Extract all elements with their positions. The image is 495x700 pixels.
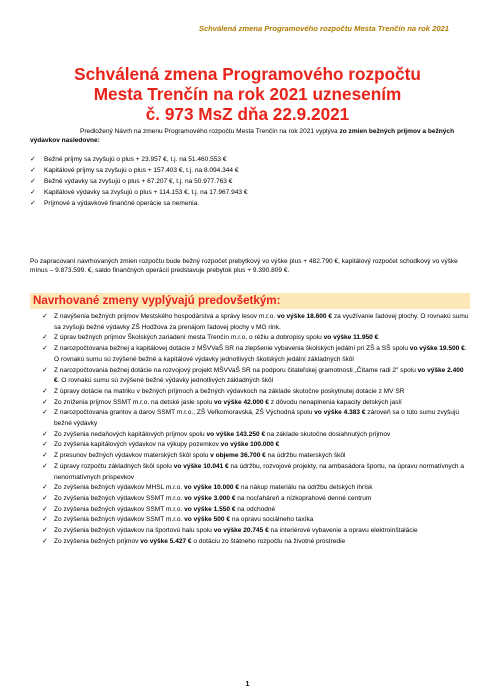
change-amount: vo výške 10.041 €	[173, 462, 229, 470]
change-item	[30, 494, 470, 505]
change-text: za využívanie ľadovej plochy. O rovnakú sumu sa zvyšujú bežné výdavky ZŠ Hodžova za prenájom ľadovej plochy v MG rink.	[54, 313, 469, 331]
check-icon: ✓	[42, 537, 48, 545]
check-icon: ✓	[42, 484, 48, 492]
change-item	[30, 462, 470, 483]
change-item	[30, 333, 470, 344]
page-number: 1	[245, 681, 250, 688]
change-text: na údržbu materských škôl	[265, 452, 346, 460]
change-amount: vo výške 42.000 €	[213, 398, 269, 406]
change-item	[30, 515, 470, 526]
change-text: na nocľaháreň a nízkoprahové denné centrum	[235, 494, 372, 502]
change-item	[30, 398, 470, 409]
document-title	[0, 64, 495, 124]
change-text: o dotáciu zo štátneho rozpočtu na životné prostredie	[191, 537, 346, 545]
change-item	[30, 526, 470, 537]
change-text: na odchodné	[235, 505, 276, 513]
running-header: Schválená zmena Programového rozpočtu Mesta Trenčín na rok 2021	[198, 24, 449, 33]
change-item	[30, 483, 470, 494]
change-text: Z úprav bežných príjmov Školských zariadení mesta Trenčín m.r.o. o réžiu a dobropisy spolu	[54, 334, 324, 342]
change-amount: vo výške 10.000 €	[184, 484, 239, 492]
change-text: z dôvodu nenaplnenia kapacity detských jaslí	[268, 398, 402, 406]
summary-text: Kapitálové výdavky sa zvyšujú o plus + 114.153 €, t.j. na 17.967.943 €	[44, 188, 248, 196]
check-icon: ✓	[30, 177, 36, 185]
check-icon: ✓	[42, 494, 48, 502]
change-text: na údržbu, rozvojové projekty, na ambasádora športu, na úpravu normatívnych a nenormatívnych príspevkov	[54, 462, 465, 481]
check-icon: ✓	[42, 398, 48, 406]
summary-item	[30, 166, 470, 177]
change-item	[30, 344, 470, 365]
summary-item	[30, 188, 470, 199]
check-icon: ✓	[42, 313, 48, 320]
change-text: Z narozpočtovania bežnej a kapitálovej dotácie z MŠVVaŠ SR na zlepšenie vybavenia školských jedální pri ZŠ a SŠ spolu	[54, 345, 410, 353]
change-item	[30, 505, 470, 516]
change-text: . O rovnakú sumu sú zvýšené bežné a kapitálové výdavky jednotlivých školských jedální základných škôl	[54, 345, 467, 363]
check-icon: ✓	[42, 462, 48, 470]
change-amount: vo výške 5.427 €	[140, 537, 192, 545]
change-item	[30, 408, 470, 429]
change-text: Zo zvýšenia bežných výdavkov na športovú halu spolu	[54, 527, 214, 535]
title-line: Mesta Trenčín na rok 2021 uznesením	[93, 84, 402, 104]
budget-balance-paragraph: Po zapracovaní navrhovaných zmien rozpočtu bude bežný rozpočet prebytkový vo výške plus + 482.790 €, kapitálový rozpočet schodkový vo výške mínus – 9.873.599. €, saldo finančných operácií predstavuje prebytok plus + 9.390.809 €.	[30, 258, 458, 274]
change-item	[30, 387, 470, 398]
check-icon: ✓	[42, 409, 48, 417]
change-text: Zo zvýšenia bežných výdavkov MHSL m.r.o.	[54, 484, 185, 492]
check-icon: ✓	[30, 166, 36, 174]
change-text: Z narozpočtovania bežnej dotácie na rozvojový projekt MŠVVaŠ SR na podporu čitateľskej gramotnosti „Čítame radi 2" spolu	[54, 366, 418, 374]
change-item	[30, 537, 470, 548]
changes-list	[30, 312, 470, 547]
check-icon: ✓	[42, 516, 48, 524]
change-text: Z presunov bežných výdavkov materských škôl spolu	[54, 452, 211, 460]
change-amount: vo výške 4.383 €	[314, 409, 366, 417]
change-item	[30, 451, 470, 462]
change-text: Zo zvýšenia kapitálových výdavkov na výkupy pozemkov	[54, 441, 221, 449]
change-amount: vo výške 143.250 €	[206, 430, 266, 438]
change-amount: vo výške 3.000 €	[184, 494, 236, 502]
check-icon: ✓	[42, 366, 48, 374]
change-amount: vo výške 1.550 €	[184, 505, 236, 513]
change-amount: vo výške 18.600 €	[277, 313, 333, 320]
check-icon: ✓	[30, 199, 36, 207]
change-amount: vo výške 20.745 €	[213, 527, 269, 535]
check-icon: ✓	[42, 505, 48, 513]
check-icon: ✓	[42, 527, 48, 535]
change-item	[30, 440, 470, 451]
check-icon: ✓	[30, 188, 36, 196]
change-item	[30, 312, 470, 333]
summary-list	[30, 155, 470, 210]
change-item	[30, 366, 470, 387]
intro-text: Predložený Návrh na zmenu Programového rozpočtu Mesta Trenčín na rok 2021 vyplýva	[80, 128, 340, 135]
title-line: Schválená zmena Programového rozpočtu	[74, 64, 421, 84]
change-text: Z úpravy dotácie na matriku v bežných príjmoch a bežných výdavkoch na základe skutočne poskytnutej dotácie z MV SR	[54, 387, 405, 395]
change-text: Z navýšenia bežných príjmov Mestského hospodárstva a správy lesov m.r.o.	[54, 313, 278, 320]
check-icon: ✓	[42, 345, 48, 353]
change-amount: vo výške 11.950 €	[323, 334, 379, 342]
change-text: Z úpravy rozpočtu základných škôl spolu	[54, 462, 174, 470]
change-text: na opravu sociálneho taxíka	[230, 516, 314, 524]
summary-text: Kapitálové príjmy sa zvyšujú o plus + 157.403 €, t.j. na 8.094.344 €	[44, 166, 239, 174]
change-amount: v objeme 36.700 €	[210, 452, 266, 460]
title-line: č. 973 MsZ dňa 22.9.2021	[145, 104, 350, 124]
summary-item	[30, 199, 470, 210]
change-amount: vo výške 100.000 €	[220, 441, 280, 449]
change-text: . O rovnakú sumu sú zvýšené bežné výdavky jednotlivých základných škôl	[57, 377, 274, 385]
intro-bold: zo zmien bežných príjmov a bežných výdavkov nasledovne:	[30, 128, 455, 144]
section-heading: Navrhované zmeny vyplývajú predovšetkým:	[30, 293, 470, 309]
check-icon: ✓	[30, 156, 36, 163]
change-text: Zo zvýšenia bežných výdavkov SSMT m.r.o.	[54, 505, 185, 513]
check-icon: ✓	[42, 441, 48, 449]
change-text: Zo zvýšenia bežných príjmov	[54, 537, 141, 545]
change-text: Zo zvýšenia nedaňových kapitálových príjmov spolu	[54, 430, 207, 438]
summary-item	[30, 177, 470, 188]
change-text: Zo zvýšenia bežných výdavkov SSMT m.r.o.	[54, 494, 185, 502]
change-text: Zo zníženia príjmov SSMT m.r.o. na detské jasle spolu	[54, 398, 214, 406]
summary-text: Bežné výdavky sa zvyšujú o plus + 67.207 €, t.j. na 50.977.763 €	[44, 177, 233, 185]
change-amount: vo výške 19.500 €	[409, 345, 465, 353]
summary-text: Bežné príjmy sa zvyšujú o plus + 23.957 €, t.j. na 51.460.553 €	[44, 156, 227, 163]
change-text: na nákup materiálu na údržbu detských ihrísk	[239, 484, 373, 492]
summary-text: Príjmové a výdavkové finančné operácie sa nemenia.	[44, 199, 200, 207]
check-icon: ✓	[42, 430, 48, 438]
change-amount: vo výške 500 €	[184, 516, 231, 524]
change-item	[30, 430, 470, 441]
change-text: na interiérové vybavenie a opravu elektroinštalácie	[268, 527, 418, 535]
change-amount: vo výške 2.400 €	[54, 366, 464, 385]
change-text: Zo zvýšenia bežných výdavkov SSMT m.r.o.	[54, 516, 185, 524]
check-icon: ✓	[42, 334, 48, 342]
change-text: zároveň sa o túto sumu zvyšujú bežné výdavky	[54, 409, 460, 428]
check-icon: ✓	[42, 452, 48, 460]
summary-item	[30, 155, 470, 166]
change-text: Z narozpočtovania grantov a darov SSMT m.r.o., ZŠ Veľkomoravská, ZŠ Východná spolu	[54, 409, 315, 417]
change-text: na základe skutočne dosiahnutých príjmov	[265, 430, 391, 438]
intro-paragraph	[30, 128, 470, 145]
check-icon: ✓	[42, 387, 48, 395]
